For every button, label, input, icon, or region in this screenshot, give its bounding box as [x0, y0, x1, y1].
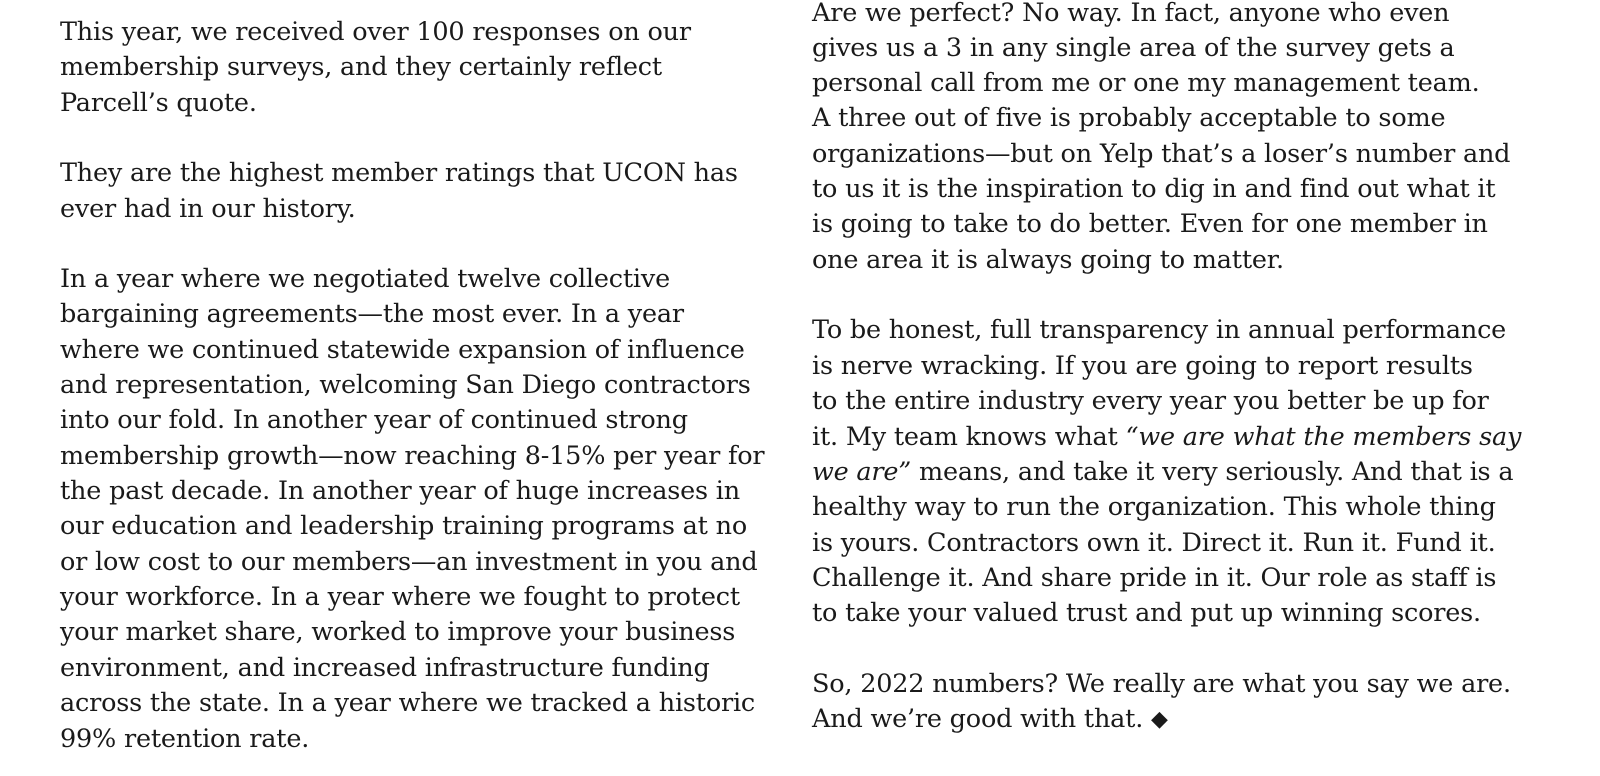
text-line: to us it is the inspiration to dig in and find out what it: [812, 174, 1496, 204]
text-line: across the state. In a year where we tracked a historic: [60, 688, 756, 718]
text-line: your workforce. In a year where we fought to protect: [60, 582, 740, 612]
italic-quote: we are”: [812, 457, 912, 487]
text-segment: And we’re good with that.: [812, 704, 1152, 734]
italic-quote: “we are what the members say: [1125, 422, 1522, 452]
text-line: is yours. Contractors own it. Direct it. Run it. Fund it.: [812, 528, 1496, 558]
text-line: membership growth—now reaching 8-15% per year for: [60, 441, 765, 471]
text-segment: it. My team knows what: [812, 422, 1126, 452]
text-line: environment, and increased infrastructure funding: [60, 653, 710, 683]
end-mark-diamond-icon: ◆: [1151, 707, 1168, 732]
text-line: Challenge it. And share pride in it. Our role as staff is: [812, 563, 1497, 593]
text-line: Parcell’s quote.: [60, 88, 257, 118]
text-line: to the entire industry every year you better be up for: [812, 386, 1489, 416]
text-line: This year, we received over 100 responses on our: [60, 17, 691, 47]
text-line: They are the highest member ratings that UCON has: [60, 158, 738, 188]
text-line: In a year where we negotiated twelve collective: [60, 264, 670, 294]
text-line: is going to take to do better. Even for one member in: [812, 209, 1488, 239]
text-line: and representation, welcoming San Diego contractors: [60, 370, 751, 400]
text-line: To be honest, full transparency in annual performance: [812, 315, 1507, 345]
text-line: [812, 455, 1513, 490]
text-segment: means, and take it very seriously. And that is a: [911, 457, 1514, 487]
text-line: 99% retention rate.: [60, 724, 310, 754]
text-line: to take your valued trust and put up winning scores.: [812, 598, 1481, 628]
text-line: where we continued statewide expansion of influence: [60, 335, 745, 365]
text-line: ever had in our history.: [60, 194, 356, 224]
text-line: our education and leadership training programs at no: [60, 511, 747, 541]
text-line: healthy way to run the organization. This whole thing: [812, 492, 1496, 522]
text-line: bargaining agreements—the most ever. In a year: [60, 299, 684, 329]
text-line: personal call from me or one my management team.: [812, 68, 1480, 98]
text-line: gives us a 3 in any single area of the survey gets a: [812, 33, 1455, 63]
text-line: [812, 702, 1168, 737]
text-line: into our fold. In another year of continued strong: [60, 405, 688, 435]
text-line: organizations—but on Yelp that’s a loser’s number and: [812, 139, 1511, 169]
text-line: or low cost to our members—an investment in you and: [60, 547, 758, 577]
text-line: A three out of five is probably acceptable to some: [812, 103, 1446, 133]
text-line: Are we perfect? No way. In fact, anyone who even: [812, 0, 1450, 28]
text-line: So, 2022 numbers? We really are what you say we are.: [812, 669, 1511, 699]
text-line: your market share, worked to improve your business: [60, 617, 736, 647]
text-line: membership surveys, and they certainly reflect: [60, 52, 662, 82]
text-line: the past decade. In another year of huge increases in: [60, 476, 740, 506]
text-line: [812, 420, 1521, 455]
text-line: one area it is always going to matter.: [812, 245, 1284, 275]
text-line: is nerve wracking. If you are going to report results: [812, 351, 1473, 381]
